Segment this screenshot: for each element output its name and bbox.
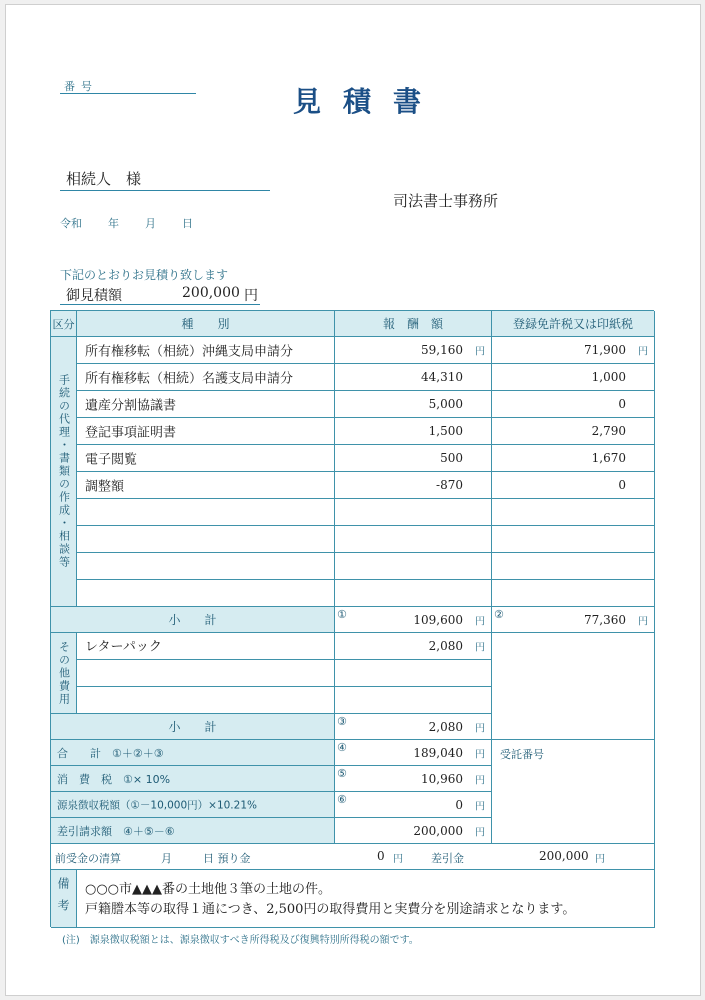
withholding-cell: [335, 792, 492, 818]
row-fee-unit: 円: [475, 346, 485, 358]
table-row-tax: [492, 445, 655, 472]
row-item-text: 所有権移転（相続）沖縄支局申請分: [85, 344, 294, 360]
estimate-unit: 円: [244, 288, 258, 304]
row-fee-value: 1,500: [428, 424, 463, 438]
remarks-label: 備考: [51, 870, 77, 928]
date-day: 日: [182, 217, 193, 230]
claim-cell: [335, 818, 492, 844]
withholding-label: 源泉徴収税額（①－10,000円）×10.21%: [57, 799, 257, 811]
empty-row-item: [77, 553, 335, 580]
subtotal1-tax-unit: 円: [638, 616, 648, 627]
table-row-fee: [335, 472, 492, 499]
row-item-text: 所有権移転（相続）名護支局申請分: [85, 371, 294, 387]
row-fee-value: 44,310: [421, 370, 463, 384]
empty-row-item: [77, 660, 335, 687]
advance-month: 月: [161, 852, 172, 865]
subtotal1-mark: ①: [337, 608, 347, 621]
empty-row-tax: [492, 580, 655, 607]
table-row-tax: [492, 364, 655, 391]
row-fee-value: 5,000: [428, 397, 463, 411]
table-row-fee: [335, 337, 492, 364]
table-row-item: [77, 418, 335, 445]
total-label: 合 計 ①＋②＋③: [57, 746, 164, 760]
footnote: (注) 源泉徴収税額とは、源泉徴収すべき所得税及び復興特別所得税の額です。: [62, 935, 419, 946]
empty-row-fee: [335, 687, 492, 714]
advance-day: 日 預り金: [203, 852, 251, 865]
row-item-text: 調整額: [85, 479, 125, 495]
claim-label-cell: [51, 818, 335, 844]
table-row-tax: [492, 418, 655, 445]
recipient-name: 相続人 様: [66, 170, 142, 188]
col-header-fee: 報 酬 額: [335, 311, 492, 337]
row-item-text: 電子閲覧: [85, 452, 138, 468]
number-underline: [60, 93, 196, 94]
empty-row-fee: [335, 580, 492, 607]
page-title: 見積書: [293, 85, 444, 118]
withholding-label-cell: [51, 792, 335, 818]
table-row-fee: [335, 418, 492, 445]
consumption-tax-label: 消 費 税 ①× 10%: [57, 772, 171, 786]
claim-unit: 円: [475, 827, 485, 838]
subtotal2-fee-cell: [335, 714, 492, 740]
row-item-text: 登記事項証明書: [85, 425, 177, 441]
total-value: 189,040: [413, 745, 463, 760]
intro-text: 下記のとおりお見積り致します: [60, 268, 229, 282]
office-name: 司法書士事務所: [393, 192, 499, 210]
subtotal1-fee-cell: [335, 607, 492, 633]
table-row-item: [77, 445, 335, 472]
consumption-tax-cell: [335, 766, 492, 792]
table-row-item: [77, 472, 335, 499]
advance-unit: 円: [393, 854, 403, 865]
subtotal2-fee: 2,080: [428, 719, 463, 734]
subtotal2-label: 小 計: [51, 714, 335, 740]
advance-label: 前受金の清算: [55, 852, 121, 865]
col-header-type: 種 別: [77, 311, 335, 337]
diff-unit: 円: [595, 854, 605, 865]
other-tax-empty: [492, 633, 655, 740]
table-row-fee: [335, 445, 492, 472]
total-unit: 円: [475, 749, 485, 760]
subtotal1-mark2: ②: [494, 608, 504, 621]
remarks-cell: [77, 870, 655, 928]
row-fee-value: 500: [440, 451, 463, 465]
estimate-table: [50, 310, 654, 927]
other-fee-value: 2,080: [428, 639, 463, 653]
date-era: 令和: [60, 217, 82, 230]
withholding-unit: 円: [475, 801, 485, 812]
row-tax-value: 1,670: [591, 451, 626, 465]
consumption-tax-unit: 円: [475, 775, 485, 786]
subtotal1-tax: 77,360: [584, 612, 626, 627]
date-year: 年: [108, 217, 119, 230]
empty-row-tax: [492, 499, 655, 526]
withholding-value: 0: [455, 797, 463, 812]
remarks-line1: ○○○市▲▲▲番の土地他３筆の土地の件。: [85, 882, 332, 897]
other-row-item: [77, 633, 335, 660]
empty-row-fee: [335, 499, 492, 526]
section-other-label: その他費用: [51, 633, 77, 714]
row-item-text: 遺産分割協議書: [85, 398, 177, 414]
empty-row-item: [77, 526, 335, 553]
other-item-text: レターパック: [85, 639, 162, 655]
table-row-tax: [492, 472, 655, 499]
table-row-item: [77, 391, 335, 418]
consumption-tax-label-cell: [51, 766, 335, 792]
table-row-item: [77, 337, 335, 364]
advance-settlement-row: [51, 844, 655, 870]
date-month: 月: [145, 217, 156, 230]
empty-row-item: [77, 499, 335, 526]
claim-label: 差引請求額 ④＋⑤－⑥: [57, 824, 175, 838]
col-header-kubun: 区分: [51, 311, 77, 337]
diff-label: 差引金: [431, 852, 464, 865]
estimate-label: 御見積額: [66, 288, 122, 304]
subtotal2-mark: ③: [337, 715, 347, 728]
empty-row-tax: [492, 526, 655, 553]
subtotal1-fee: 109,600: [413, 612, 463, 627]
subtotal2-fee-unit: 円: [475, 723, 485, 734]
total-label-cell: [51, 740, 335, 766]
row-fee-value: 59,160: [421, 343, 463, 357]
number-label: 番号: [64, 80, 98, 93]
subtotal1-fee-unit: 円: [475, 616, 485, 627]
consumption-tax-value: 10,960: [421, 771, 463, 786]
diff-value: 200,000: [539, 849, 589, 863]
recipient-underline: [60, 190, 270, 191]
total-value-cell: [335, 740, 492, 766]
empty-row-fee: [335, 660, 492, 687]
col-header-tax: 登録免許税又は印紙税: [492, 311, 655, 337]
row-fee-value: -870: [436, 478, 463, 492]
row-tax-unit: 円: [638, 346, 648, 358]
row-tax-value: 71,900: [584, 343, 626, 357]
row-tax-value: 0: [618, 478, 626, 492]
other-row-fee: [335, 633, 492, 660]
subtotal1-tax-cell: [492, 607, 655, 633]
advance-value: 0: [377, 849, 385, 863]
table-row-item: [77, 364, 335, 391]
empty-row-item: [77, 580, 335, 607]
claim-value: 200,000: [413, 823, 463, 838]
row-tax-value: 2,790: [591, 424, 626, 438]
consumption-tax-mark: ⑤: [337, 767, 347, 780]
receipt-number-cell: [492, 740, 655, 844]
subtotal1-label: 小 計: [51, 607, 335, 633]
table-row-fee: [335, 391, 492, 418]
table-row-tax: [492, 337, 655, 364]
withholding-mark: ⑥: [337, 793, 347, 806]
total-mark: ④: [337, 741, 347, 754]
empty-row-fee: [335, 553, 492, 580]
row-tax-value: 0: [618, 397, 626, 411]
table-row-fee: [335, 364, 492, 391]
table-row-tax: [492, 391, 655, 418]
remarks-line2: 戸籍謄本等の取得１通につき、2,500円の取得費用と実費分を別途請求となります。: [85, 902, 576, 917]
empty-row-tax: [492, 553, 655, 580]
empty-row-fee: [335, 526, 492, 553]
row-tax-value: 1,000: [591, 370, 626, 384]
section-procedure-label: 手続の代理・書類の作成・相談等: [51, 337, 77, 607]
receipt-number-label: 受託番号: [500, 748, 544, 761]
estimate-amount: 200,000: [182, 285, 240, 301]
estimate-underline: [60, 304, 260, 305]
empty-row-item: [77, 687, 335, 714]
other-fee-unit: 円: [475, 642, 485, 654]
